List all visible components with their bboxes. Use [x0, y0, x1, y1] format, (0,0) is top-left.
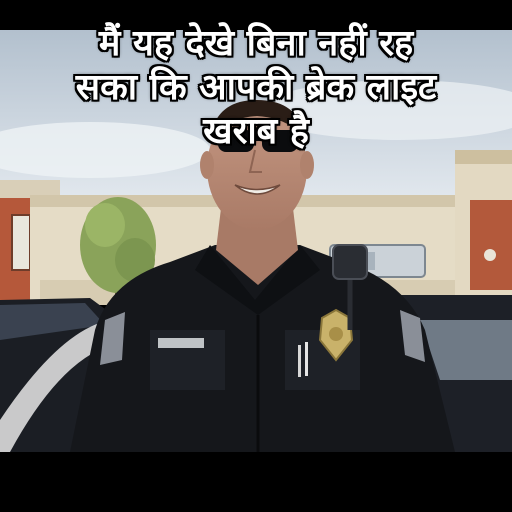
name-tag	[158, 338, 204, 348]
meme-caption	[6, 22, 506, 154]
shoulder-radio-icon	[333, 245, 367, 279]
bottom-letterbox	[0, 452, 512, 512]
caption-line-2: सका कि आपकी ब्रेक लाइट	[75, 67, 437, 108]
caption-line-1: मैं यह देखे बिना नहीं रह	[98, 23, 414, 64]
pen	[298, 345, 301, 377]
building-window	[12, 215, 30, 270]
caption-line-3: खराब है	[203, 111, 309, 152]
